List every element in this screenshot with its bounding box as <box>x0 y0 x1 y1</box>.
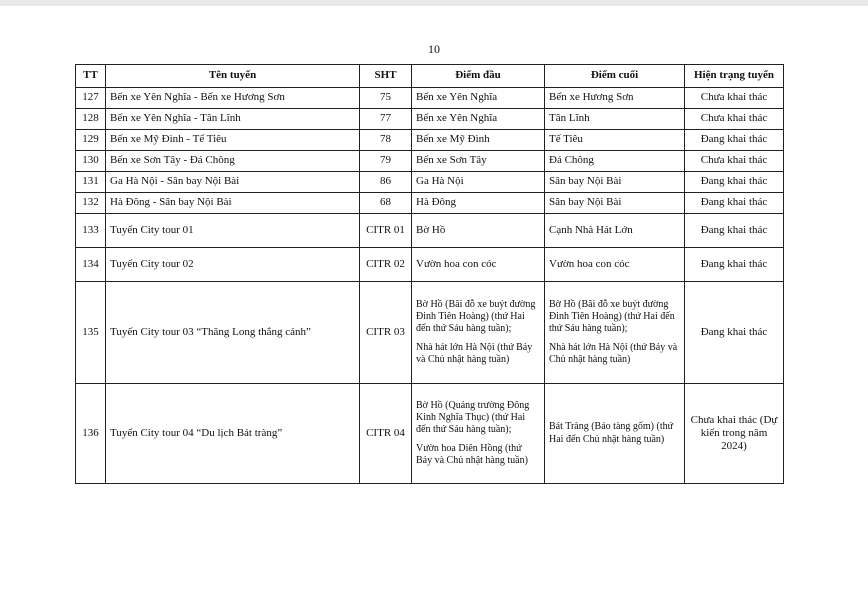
cell-tt: 129 <box>76 130 106 151</box>
table-row <box>76 248 784 282</box>
cell-status: Đang khai thác <box>685 248 784 282</box>
cell-start: Bến xe Yên Nghĩa <box>412 88 545 109</box>
bus-routes-table <box>75 64 784 484</box>
cell-tt: 132 <box>76 193 106 214</box>
cell-end: Tế Tiêu <box>545 130 685 151</box>
table-row <box>76 172 784 193</box>
cell-tt: 131 <box>76 172 106 193</box>
cell-tt: 130 <box>76 151 106 172</box>
table-row <box>76 151 784 172</box>
table-row <box>76 282 784 384</box>
cell-end: Cạnh Nhà Hát Lớn <box>545 214 685 248</box>
cell-end: Bát Tràng (Bảo tàng gốm) (thứ Hai đến Chủ nhật hàng tuần) <box>545 384 685 484</box>
table-row <box>76 214 784 248</box>
cell-status: Chưa khai thác <box>685 151 784 172</box>
cell-start: Bến xe Mỹ Đình <box>412 130 545 151</box>
header-route-name: Tên tuyến <box>106 65 360 88</box>
cell-end: Sân bay Nội Bài <box>545 193 685 214</box>
cell-shtr: 68 <box>360 193 412 214</box>
cell-start <box>412 384 545 484</box>
page-number: 10 <box>428 42 440 56</box>
cell-start: Ga Hà Nội <box>412 172 545 193</box>
cell-tt: 136 <box>76 384 106 484</box>
cell-shtr: 78 <box>360 130 412 151</box>
cell-route-name: Bến xe Mỹ Đình - Tế Tiêu <box>106 130 360 151</box>
cell-shtr: 75 <box>360 88 412 109</box>
cell-route-name: Tuyến City tour 03 “Thăng Long thắng cảnh” <box>106 282 360 384</box>
cell-status: Đang khai thác <box>685 214 784 248</box>
cell-route-name: Tuyến City tour 02 <box>106 248 360 282</box>
header-start-point: Điểm đầu <box>412 65 545 88</box>
table-row <box>76 130 784 151</box>
cell-shtr: CITR 04 <box>360 384 412 484</box>
cell-status: Đang khai thác <box>685 172 784 193</box>
cell-route-name: Bến xe Yên Nghĩa - Tân Lĩnh <box>106 109 360 130</box>
cell-shtr: CITR 01 <box>360 214 412 248</box>
cell-end: Tân Lĩnh <box>545 109 685 130</box>
header-row <box>76 65 784 88</box>
cell-status: Chưa khai thác (Dự kiến trong năm 2024) <box>685 384 784 484</box>
top-strip <box>0 0 868 6</box>
cell-end: Vườn hoa con cóc <box>545 248 685 282</box>
cell-route-name: Tuyến City tour 01 <box>106 214 360 248</box>
cell-start <box>412 282 545 384</box>
cell-end <box>545 282 685 384</box>
cell-route-name: Tuyến City tour 04 “Du lịch Bát tràng” <box>106 384 360 484</box>
header-tt: TT <box>76 65 106 88</box>
cell-tt: 127 <box>76 88 106 109</box>
cell-route-name: Bến xe Sơn Tây - Đá Chông <box>106 151 360 172</box>
cell-tt: 133 <box>76 214 106 248</box>
cell-status: Đang khai thác <box>685 193 784 214</box>
cell-shtr: 77 <box>360 109 412 130</box>
cell-tt: 135 <box>76 282 106 384</box>
cell-end-weekday: Bờ Hồ (Bãi đỗ xe buýt đường Đinh Tiên Hoàng) (thứ Hai đến thứ Sáu hàng tuần); <box>549 298 675 334</box>
cell-start: Vườn hoa con cóc <box>412 248 545 282</box>
cell-status: Chưa khai thác <box>685 109 784 130</box>
table-row <box>76 88 784 109</box>
cell-end: Bến xe Hương Sơn <box>545 88 685 109</box>
cell-start: Bờ Hồ <box>412 214 545 248</box>
cell-shtr: 79 <box>360 151 412 172</box>
header-shtr: SHT <box>360 65 412 88</box>
table-row <box>76 193 784 214</box>
header-status: Hiện trạng tuyến <box>685 65 784 88</box>
cell-start: Bến xe Sơn Tây <box>412 151 545 172</box>
cell-tt: 134 <box>76 248 106 282</box>
cell-shtr: 86 <box>360 172 412 193</box>
cell-shtr: CITR 02 <box>360 248 412 282</box>
cell-start-weekday: Bờ Hồ (Quảng trường Đông Kinh Nghĩa Thục) (thứ Hai đến thứ Sáu hàng tuần); <box>416 399 530 435</box>
cell-shtr: CITR 03 <box>360 282 412 384</box>
table-row <box>76 384 784 484</box>
cell-start-weekend: Nhà hát lớn Hà Nội (thứ Bảy và Chủ nhật hàng tuần) <box>416 342 533 366</box>
cell-route-name: Ga Hà Nội - Sân bay Nội Bài <box>106 172 360 193</box>
cell-start: Hà Đông <box>412 193 545 214</box>
cell-status: Đang khai thác <box>685 130 784 151</box>
cell-start: Bến xe Yên Nghĩa <box>412 109 545 130</box>
cell-status: Đang khai thác <box>685 282 784 384</box>
header-end-point: Điểm cuối <box>545 65 685 88</box>
cell-start-weekday: Bờ Hồ (Bãi đỗ xe buýt đường Đinh Tiên Hoàng) (thứ Hai đến thứ Sáu hàng tuần); <box>416 298 536 334</box>
cell-end-weekend: Nhà hát lớn Hà Nội (thứ Bảy và Chủ nhật hàng tuần) <box>549 342 678 366</box>
table-row <box>76 109 784 130</box>
cell-status: Chưa khai thác <box>685 88 784 109</box>
cell-start-weekend: Vườn hoa Diên Hồng (thứ Bảy và Chủ nhật hàng tuần) <box>416 443 528 467</box>
cell-tt: 128 <box>76 109 106 130</box>
cell-end: Đá Chông <box>545 151 685 172</box>
cell-route-name: Bến xe Yên Nghĩa - Bến xe Hương Sơn <box>106 88 360 109</box>
cell-end: Sân bay Nội Bài <box>545 172 685 193</box>
cell-route-name: Hà Đông - Sân bay Nội Bài <box>106 193 360 214</box>
